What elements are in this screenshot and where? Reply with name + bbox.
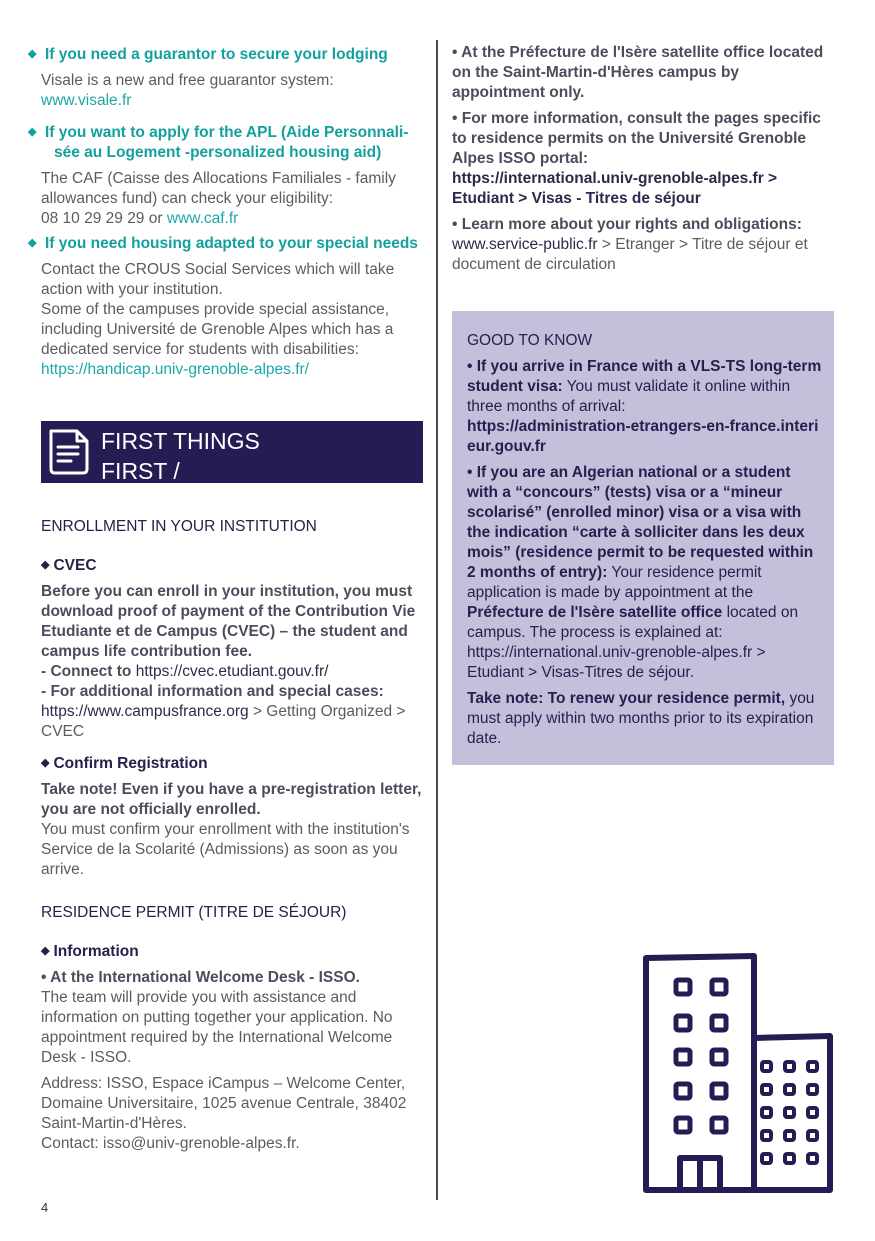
desk-text: The team will provide you with assistance and information on putting together your application. No appointment required by the International Welcome Desk - ISSO. [41,989,393,1066]
column-divider [436,40,438,1200]
isso-portal-link[interactable]: https://international.univ-grenoble-alpes.fr > Etudiant > Visas - Titres de séjour [452,170,778,207]
confirm-text: You must confirm your enrollment with the institution's Service de la Scolarité (Admissions) as soon as you arrive. [41,821,410,878]
service-public-link[interactable]: www.service-public.fr [452,236,598,253]
first-things-banner [41,421,423,483]
cvec-heading: ◆ CVEC [41,557,97,574]
caf-link[interactable]: www.caf.fr [166,210,239,227]
vls-link[interactable]: https://administration-etrangers-en-france.interieur.gouv.fr [467,418,819,455]
guarantor-block [28,44,425,111]
confirm-block [41,753,425,880]
banner-title: FIRST THINGS FIRST / [101,428,260,484]
apl-block [28,122,425,229]
diamond-bullet-icon: ◆ [41,945,50,957]
apl-text: The CAF (Caisse des Allocations Familiales - family allowances fund) can check your eligibility: [41,170,396,207]
special-needs-text-1: Contact the CROUS Social Services which will take action with your institution. [41,261,395,298]
guarantor-text: Visale is a new and free guarantor system: [41,72,334,89]
cvec-link[interactable]: https://cvec.etudiant.gouv.fr/ [135,663,329,680]
document-icon [47,427,91,477]
diamond-bullet-icon: ◆ [41,559,50,571]
apl-heading: ◆ If you want to apply for the APL (Aide Personnali-sée au Logement -personalized housing aid) [28,124,409,161]
residence-title: RESIDENCE PERMIT (TITRE DE SÉJOUR) [41,904,347,921]
desk-heading: • At the International Welcome Desk - ISSO. [41,969,360,986]
cvec-connect: - Connect to https://cvec.etudiant.gouv.fr/ [41,663,329,680]
cvec-block [41,555,425,742]
rights-text: • Learn more about your rights and obligations: [452,216,802,233]
special-needs-text-2: Some of the campuses provide special assistance, including Université de Grenoble Alpes which has a dedicated service for students with disabilities: [41,301,394,358]
confirm-heading: ◆ Confirm Registration [41,755,208,772]
building-icon [640,950,840,1200]
prefecture-block [452,43,836,275]
algerian-paragraph: • If you are an Algerian national or a student with a “concours” (tests) visa or a “mineur scolarisé” (enrolled minor) visa or a visa with the indication “carte à solliciter dans les deux mois” (residence permit to be requested within 2 months of entry): Your residence permit application is made by appointment at the Préfecture de l'Isère satellite office located on campus. The process is explained at: https://international.univ-grenoble-alpes.fr > Etudiant > Visas-Titres de séjour. [467,464,814,681]
good-to-know-box [452,311,834,765]
renew-paragraph: Take note: To renew your residence permit, you must apply within two months prior to its expiration date. [467,690,815,747]
cvec-text: Before you can enroll in your institution, you must download proof of payment of the Contribution Vie Etudiante et de Campus (CVEC) – the student and campus life contribution fee. [41,583,416,660]
confirm-note: Take note! Even if you have a pre-registration letter, you are not officially enrolled. [41,781,422,818]
good-to-know-title: GOOD TO KNOW [467,332,593,349]
isso-address: Address: ISSO, Espace iCampus – Welcome Center, Domaine Universitaire, 1025 avenue Centrale, 38402 Saint-Martin-d'Hères. [41,1075,407,1132]
rights-path: www.service-public.fr > Etranger > Titre de séjour et document de circulation [452,236,808,273]
visale-link[interactable]: www.visale.fr [41,92,132,109]
cvec-additional: https://www.campusfrance.org > Getting Organized > CVEC [41,703,406,740]
cvec-additional-label: - For additional information and special cases: [41,683,384,700]
info-heading: ◆ Information [41,943,139,960]
residence-info-block [41,941,425,1154]
special-needs-block [28,233,425,380]
isso-contact: Contact: isso@univ-grenoble-alpes.fr. [41,1135,300,1152]
enrollment-title: ENROLLMENT IN YOUR INSTITUTION [41,518,317,535]
diamond-bullet-icon: ◆ [41,757,50,769]
apl-contact: 08 10 29 29 29 or www.caf.fr [41,210,239,227]
page-number: 4 [41,1200,49,1215]
vls-paragraph: • If you arrive in France with a VLS-TS long-term student visa: You must validate it online within three months of arrival: [467,358,822,415]
more-info-text: • For more information, consult the pages specific to residence permits on the Université Grenoble Alpes ISSO portal: [452,110,821,167]
good-to-know-content [467,331,822,749]
campusfrance-link[interactable]: https://www.campusfrance.org [41,703,249,720]
special-needs-heading: ◆ If you need housing adapted to your special needs [28,235,418,252]
prefecture-text: • At the Préfecture de l'Isère satellite office located on the Saint-Martin-d'Hères campus by appointment only. [452,44,824,101]
handicap-link[interactable]: https://handicap.univ-grenoble-alpes.fr/ [41,361,309,378]
guarantor-heading: ◆ If you need a guarantor to secure your lodging [28,46,388,63]
